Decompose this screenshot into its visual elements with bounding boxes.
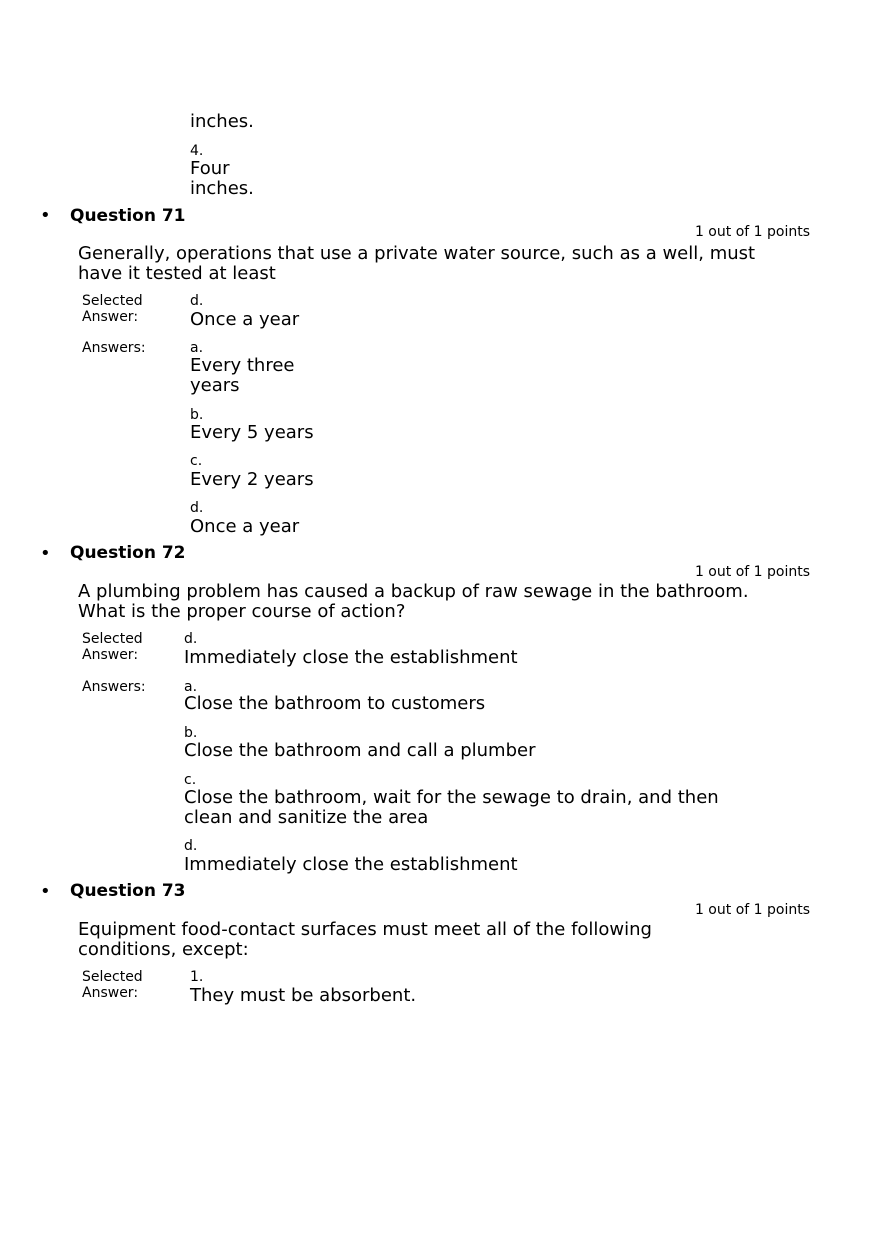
answer-text: Every 5 years <box>190 422 314 443</box>
answer-text: Once a year <box>190 516 300 537</box>
selected-answer-text: They must be absorbent. <box>190 985 417 1006</box>
answer-letter: d. <box>184 838 198 854</box>
selected-answer-letter: 1. <box>190 969 204 985</box>
answer-text: Immediately close the establishment <box>184 854 518 875</box>
bullet-icon: • <box>40 881 51 902</box>
selected-answer-label: Answer: <box>82 309 139 325</box>
question-title: Question 72 <box>70 543 186 563</box>
points-score: 1 out of 1 points <box>694 564 810 580</box>
answer-letter: c. <box>190 453 203 469</box>
points-score: 1 out of 1 points <box>694 224 810 240</box>
answer-text: clean and sanitize the area <box>184 807 429 828</box>
answer-letter: c. <box>184 772 197 788</box>
answer-letter: b. <box>190 407 204 423</box>
answer-text: years <box>190 375 240 396</box>
answer-letter: b. <box>184 725 198 741</box>
selected-answer-text: Once a year <box>190 309 300 330</box>
selected-answer-letter: d. <box>184 631 198 647</box>
answer-letter: a. <box>190 340 204 356</box>
question-title: Question 73 <box>70 881 186 901</box>
answer-letter: a. <box>184 679 198 695</box>
bullet-icon: • <box>40 543 51 564</box>
answer-text: Every three <box>190 355 295 376</box>
answer-letter: d. <box>190 500 204 516</box>
question-text: conditions, except: <box>78 939 249 960</box>
answers-label: Answers: <box>82 340 146 356</box>
answer-text: Close the bathroom and call a plumber <box>184 740 536 761</box>
selected-answer-label: Answer: <box>82 647 139 663</box>
question-text: Generally, operations that use a private water source, such as a well, must <box>78 243 756 264</box>
answer-text: Four <box>190 158 230 179</box>
answer-text: inches. <box>190 178 254 199</box>
answer-letter: 4. <box>190 143 204 159</box>
question-text: have it tested at least <box>78 263 276 284</box>
selected-answer-label: Answer: <box>82 985 139 1001</box>
question-text: Equipment food-contact surfaces must meet all of the following <box>78 919 652 940</box>
bullet-icon: • <box>40 205 51 226</box>
answer-text: Every 2 years <box>190 469 314 490</box>
question-title: Question 71 <box>70 206 186 226</box>
answer-text: Close the bathroom to customers <box>184 693 486 714</box>
selected-answer-label: Selected <box>82 969 143 985</box>
answers-label: Answers: <box>82 679 146 695</box>
previous-answer-continuation: inches. <box>190 111 254 132</box>
selected-answer-letter: d. <box>190 293 204 309</box>
selected-answer-label: Selected <box>82 293 143 309</box>
selected-answer-text: Immediately close the establishment <box>184 647 518 668</box>
question-text: What is the proper course of action? <box>78 601 406 622</box>
answer-text: Close the bathroom, wait for the sewage to drain, and then <box>184 787 719 808</box>
points-score: 1 out of 1 points <box>694 902 810 918</box>
question-text: A plumbing problem has caused a backup of raw sewage in the bathroom. <box>78 581 749 602</box>
selected-answer-label: Selected <box>82 631 143 647</box>
